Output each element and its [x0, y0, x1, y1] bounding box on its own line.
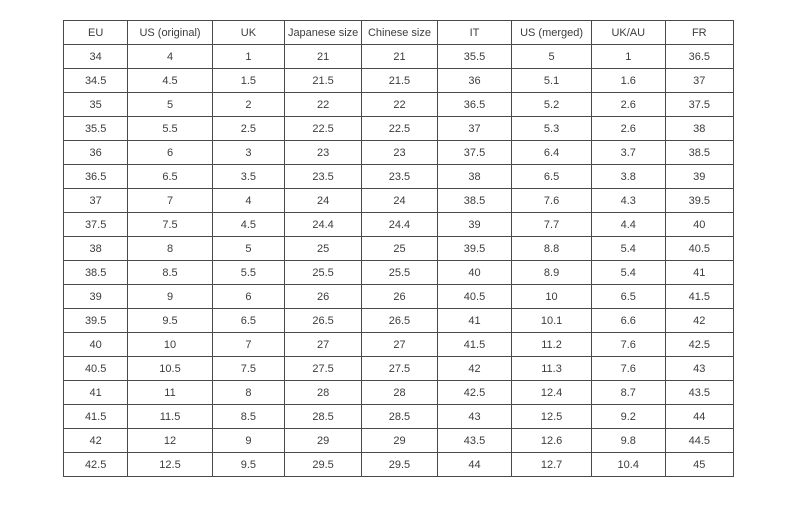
table-row	[64, 45, 734, 69]
table-body	[64, 45, 734, 477]
table-cell: 44.5	[665, 429, 733, 453]
table-cell: 21.5	[285, 69, 362, 93]
table-row	[64, 357, 734, 381]
table-cell: 43	[665, 357, 733, 381]
table-cell: 25.5	[362, 261, 438, 285]
table-cell: 6.5	[512, 165, 592, 189]
table-cell: 38.5	[437, 189, 511, 213]
table-row	[64, 333, 734, 357]
header-row	[64, 21, 734, 45]
table-cell: 9	[128, 285, 212, 309]
table-cell: 39	[64, 285, 128, 309]
table-cell: 39	[665, 165, 733, 189]
table-cell: 4	[128, 45, 212, 69]
table-cell: 5.3	[512, 117, 592, 141]
table-cell: 41.5	[437, 333, 511, 357]
table-cell: 37	[64, 189, 128, 213]
table-cell: 5.5	[128, 117, 212, 141]
table-cell: 44	[665, 405, 733, 429]
table-cell: 41.5	[665, 285, 733, 309]
table-cell: 23	[285, 141, 362, 165]
table-row	[64, 93, 734, 117]
table-cell: 24	[362, 189, 438, 213]
table-cell: 3.8	[591, 165, 665, 189]
table-cell: 8.5	[128, 261, 212, 285]
table-cell: 36.5	[665, 45, 733, 69]
table-row	[64, 453, 734, 477]
table-cell: 4	[212, 189, 284, 213]
table-cell: 10	[512, 285, 592, 309]
table-cell: 7.6	[591, 333, 665, 357]
table-cell: 37.5	[437, 141, 511, 165]
column-header: FR	[665, 21, 733, 45]
table-cell: 41	[665, 261, 733, 285]
table-cell: 9.2	[591, 405, 665, 429]
table-row	[64, 405, 734, 429]
table-cell: 21.5	[362, 69, 438, 93]
table-cell: 42.5	[64, 453, 128, 477]
table-cell: 9.5	[212, 453, 284, 477]
table-cell: 38	[665, 117, 733, 141]
table-cell: 22.5	[285, 117, 362, 141]
table-row	[64, 117, 734, 141]
table-cell: 34	[64, 45, 128, 69]
table-cell: 40.5	[64, 357, 128, 381]
table-cell: 43	[437, 405, 511, 429]
table-cell: 3.5	[212, 165, 284, 189]
table-cell: 6	[212, 285, 284, 309]
table-cell: 7.6	[512, 189, 592, 213]
table-cell: 42	[665, 309, 733, 333]
table-cell: 26	[362, 285, 438, 309]
table-cell: 22.5	[362, 117, 438, 141]
table-cell: 37.5	[64, 213, 128, 237]
table-cell: 42	[64, 429, 128, 453]
table-cell: 1	[591, 45, 665, 69]
table-cell: 28	[362, 381, 438, 405]
table-cell: 39.5	[64, 309, 128, 333]
table-cell: 1	[212, 45, 284, 69]
table-cell: 1.5	[212, 69, 284, 93]
table-cell: 5.1	[512, 69, 592, 93]
table-cell: 2.6	[591, 117, 665, 141]
table-cell: 26	[285, 285, 362, 309]
table-cell: 29.5	[362, 453, 438, 477]
table-cell: 6.6	[591, 309, 665, 333]
table-cell: 29.5	[285, 453, 362, 477]
table-row	[64, 429, 734, 453]
table-cell: 8	[212, 381, 284, 405]
table-cell: 7.7	[512, 213, 592, 237]
table-cell: 6.5	[128, 165, 212, 189]
table-row	[64, 141, 734, 165]
table-row	[64, 261, 734, 285]
table-cell: 36	[437, 69, 511, 93]
table-cell: 21	[285, 45, 362, 69]
table-cell: 39	[437, 213, 511, 237]
table-row	[64, 165, 734, 189]
table-cell: 5	[128, 93, 212, 117]
table-cell: 39.5	[665, 189, 733, 213]
table-cell: 6	[128, 141, 212, 165]
table-cell: 40	[437, 261, 511, 285]
table-cell: 6.5	[212, 309, 284, 333]
table-cell: 7	[212, 333, 284, 357]
table-cell: 43.5	[437, 429, 511, 453]
table-cell: 39.5	[437, 237, 511, 261]
table-cell: 38	[437, 165, 511, 189]
table-cell: 40.5	[437, 285, 511, 309]
column-header: UK/AU	[591, 21, 665, 45]
table-cell: 35	[64, 93, 128, 117]
table-cell: 27.5	[285, 357, 362, 381]
table-cell: 24.4	[285, 213, 362, 237]
table-row	[64, 189, 734, 213]
table-cell: 36.5	[64, 165, 128, 189]
table-cell: 28.5	[285, 405, 362, 429]
table-cell: 25	[285, 237, 362, 261]
table-cell: 29	[285, 429, 362, 453]
table-cell: 42.5	[437, 381, 511, 405]
table-row	[64, 381, 734, 405]
table-cell: 37	[665, 69, 733, 93]
table-cell: 11.5	[128, 405, 212, 429]
table-cell: 23	[362, 141, 438, 165]
table-cell: 8	[128, 237, 212, 261]
table-cell: 5.5	[212, 261, 284, 285]
table-cell: 23.5	[285, 165, 362, 189]
table-cell: 7.5	[128, 213, 212, 237]
table-cell: 41	[64, 381, 128, 405]
column-header: US (original)	[128, 21, 212, 45]
table-cell: 2.6	[591, 93, 665, 117]
table-cell: 8.9	[512, 261, 592, 285]
table-cell: 3	[212, 141, 284, 165]
table-cell: 1.6	[591, 69, 665, 93]
table-cell: 5.4	[591, 261, 665, 285]
table-cell: 35.5	[437, 45, 511, 69]
table-cell: 2	[212, 93, 284, 117]
table-cell: 40	[665, 213, 733, 237]
table-cell: 8.8	[512, 237, 592, 261]
table-cell: 40.5	[665, 237, 733, 261]
table-cell: 38	[64, 237, 128, 261]
table-cell: 5.2	[512, 93, 592, 117]
table-cell: 12.4	[512, 381, 592, 405]
column-header: Chinese size	[362, 21, 438, 45]
table-cell: 4.4	[591, 213, 665, 237]
table-cell: 25	[362, 237, 438, 261]
table-cell: 44	[437, 453, 511, 477]
table-row	[64, 285, 734, 309]
table-cell: 43.5	[665, 381, 733, 405]
table-cell: 27.5	[362, 357, 438, 381]
table-cell: 34.5	[64, 69, 128, 93]
table-cell: 7.6	[591, 357, 665, 381]
table-cell: 22	[362, 93, 438, 117]
table-cell: 9.5	[128, 309, 212, 333]
column-header: EU	[64, 21, 128, 45]
table-cell: 27	[285, 333, 362, 357]
table-cell: 7	[128, 189, 212, 213]
table-cell: 5	[212, 237, 284, 261]
table-row	[64, 237, 734, 261]
table-cell: 11	[128, 381, 212, 405]
table-row	[64, 213, 734, 237]
shoe-size-conversion-table	[63, 20, 734, 477]
table-cell: 10.5	[128, 357, 212, 381]
table-row	[64, 69, 734, 93]
table-cell: 7.5	[212, 357, 284, 381]
table-cell: 36.5	[437, 93, 511, 117]
table-cell: 21	[362, 45, 438, 69]
column-header: US (merged)	[512, 21, 592, 45]
table-cell: 42.5	[665, 333, 733, 357]
table-cell: 26.5	[362, 309, 438, 333]
table-cell: 35.5	[64, 117, 128, 141]
table-cell: 38.5	[665, 141, 733, 165]
table-cell: 24.4	[362, 213, 438, 237]
table-cell: 5	[512, 45, 592, 69]
table-cell: 28.5	[362, 405, 438, 429]
table-cell: 41	[437, 309, 511, 333]
table-cell: 10	[128, 333, 212, 357]
table-cell: 29	[362, 429, 438, 453]
table-cell: 9.8	[591, 429, 665, 453]
table-cell: 24	[285, 189, 362, 213]
table-header	[64, 21, 734, 45]
table-cell: 37	[437, 117, 511, 141]
table-cell: 22	[285, 93, 362, 117]
table-cell: 12.5	[512, 405, 592, 429]
table-cell: 42	[437, 357, 511, 381]
table-cell: 12.7	[512, 453, 592, 477]
table-cell: 41.5	[64, 405, 128, 429]
column-header: UK	[212, 21, 284, 45]
table-cell: 12.5	[128, 453, 212, 477]
table-cell: 8.7	[591, 381, 665, 405]
table-cell: 26.5	[285, 309, 362, 333]
table-cell: 10.4	[591, 453, 665, 477]
table-cell: 12	[128, 429, 212, 453]
table-cell: 12.6	[512, 429, 592, 453]
table-row	[64, 309, 734, 333]
table-cell: 38.5	[64, 261, 128, 285]
table-cell: 4.3	[591, 189, 665, 213]
table-cell: 4.5	[128, 69, 212, 93]
table-cell: 8.5	[212, 405, 284, 429]
table-cell: 6.5	[591, 285, 665, 309]
table-cell: 4.5	[212, 213, 284, 237]
table-cell: 5.4	[591, 237, 665, 261]
table-cell: 10.1	[512, 309, 592, 333]
table-cell: 40	[64, 333, 128, 357]
table-cell: 36	[64, 141, 128, 165]
column-header: Japanese size	[285, 21, 362, 45]
table-cell: 9	[212, 429, 284, 453]
table-cell: 28	[285, 381, 362, 405]
table-cell: 3.7	[591, 141, 665, 165]
table-cell: 45	[665, 453, 733, 477]
table-cell: 27	[362, 333, 438, 357]
table-cell: 2.5	[212, 117, 284, 141]
table-cell: 37.5	[665, 93, 733, 117]
table-cell: 6.4	[512, 141, 592, 165]
table-cell: 25.5	[285, 261, 362, 285]
table-cell: 23.5	[362, 165, 438, 189]
column-header: IT	[437, 21, 511, 45]
table-cell: 11.3	[512, 357, 592, 381]
table-cell: 11.2	[512, 333, 592, 357]
